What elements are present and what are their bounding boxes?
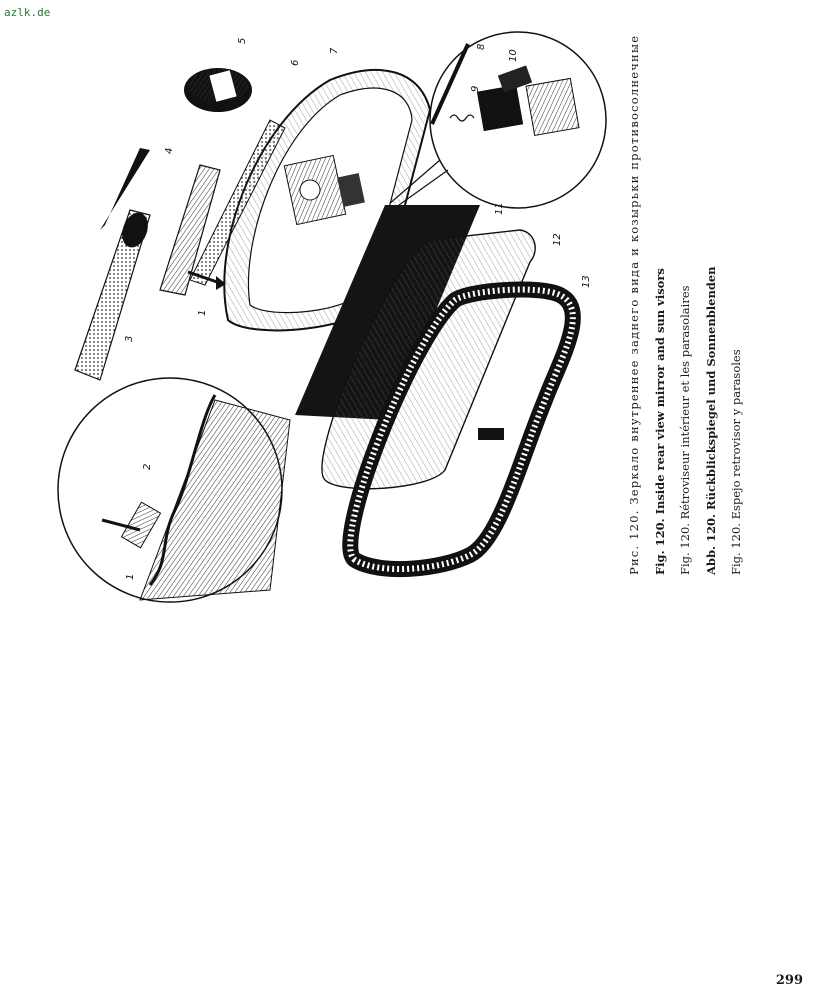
part-3-rod [75,148,152,380]
callout-4: 4 [164,147,175,154]
figure-caption [622,34,750,575]
watermark: azlk.de [4,6,51,19]
callout-6: 6 [290,59,301,66]
callout-1: 1 [197,309,208,316]
page-number: 299 [775,973,803,988]
caption-de: Abb. 120. Rückblickspiegel und Sonnenblenden [703,266,718,575]
callout-7: 7 [329,47,340,54]
caption-fr: Fig. 120. Rétroviseur intérieur et les parasolaires [678,285,692,575]
callout-9: 9 [470,85,481,92]
callout-13: 13 [581,275,592,288]
callout-1-detail: 1 [125,573,136,580]
callout-11: 11 [494,202,505,215]
caption-es: Fig. 120. Espejo retrovisor y parasoles [729,349,743,575]
callout-10: 10 [508,49,519,62]
part-5-mount [184,68,252,112]
detail-circle-lower [58,378,290,602]
caption-en: Fig. 120. Inside rear view mirror and sun visors [652,268,667,575]
callout-5: 5 [237,37,248,44]
callout-12: 12 [552,233,563,246]
callout-3: 3 [124,335,135,342]
callout-8: 8 [476,43,487,50]
callout-2: 2 [142,463,153,470]
caption-ru: Рис. 120. Зеркало внутреннее заднего вида и козырьки противосолнечные [627,34,641,575]
